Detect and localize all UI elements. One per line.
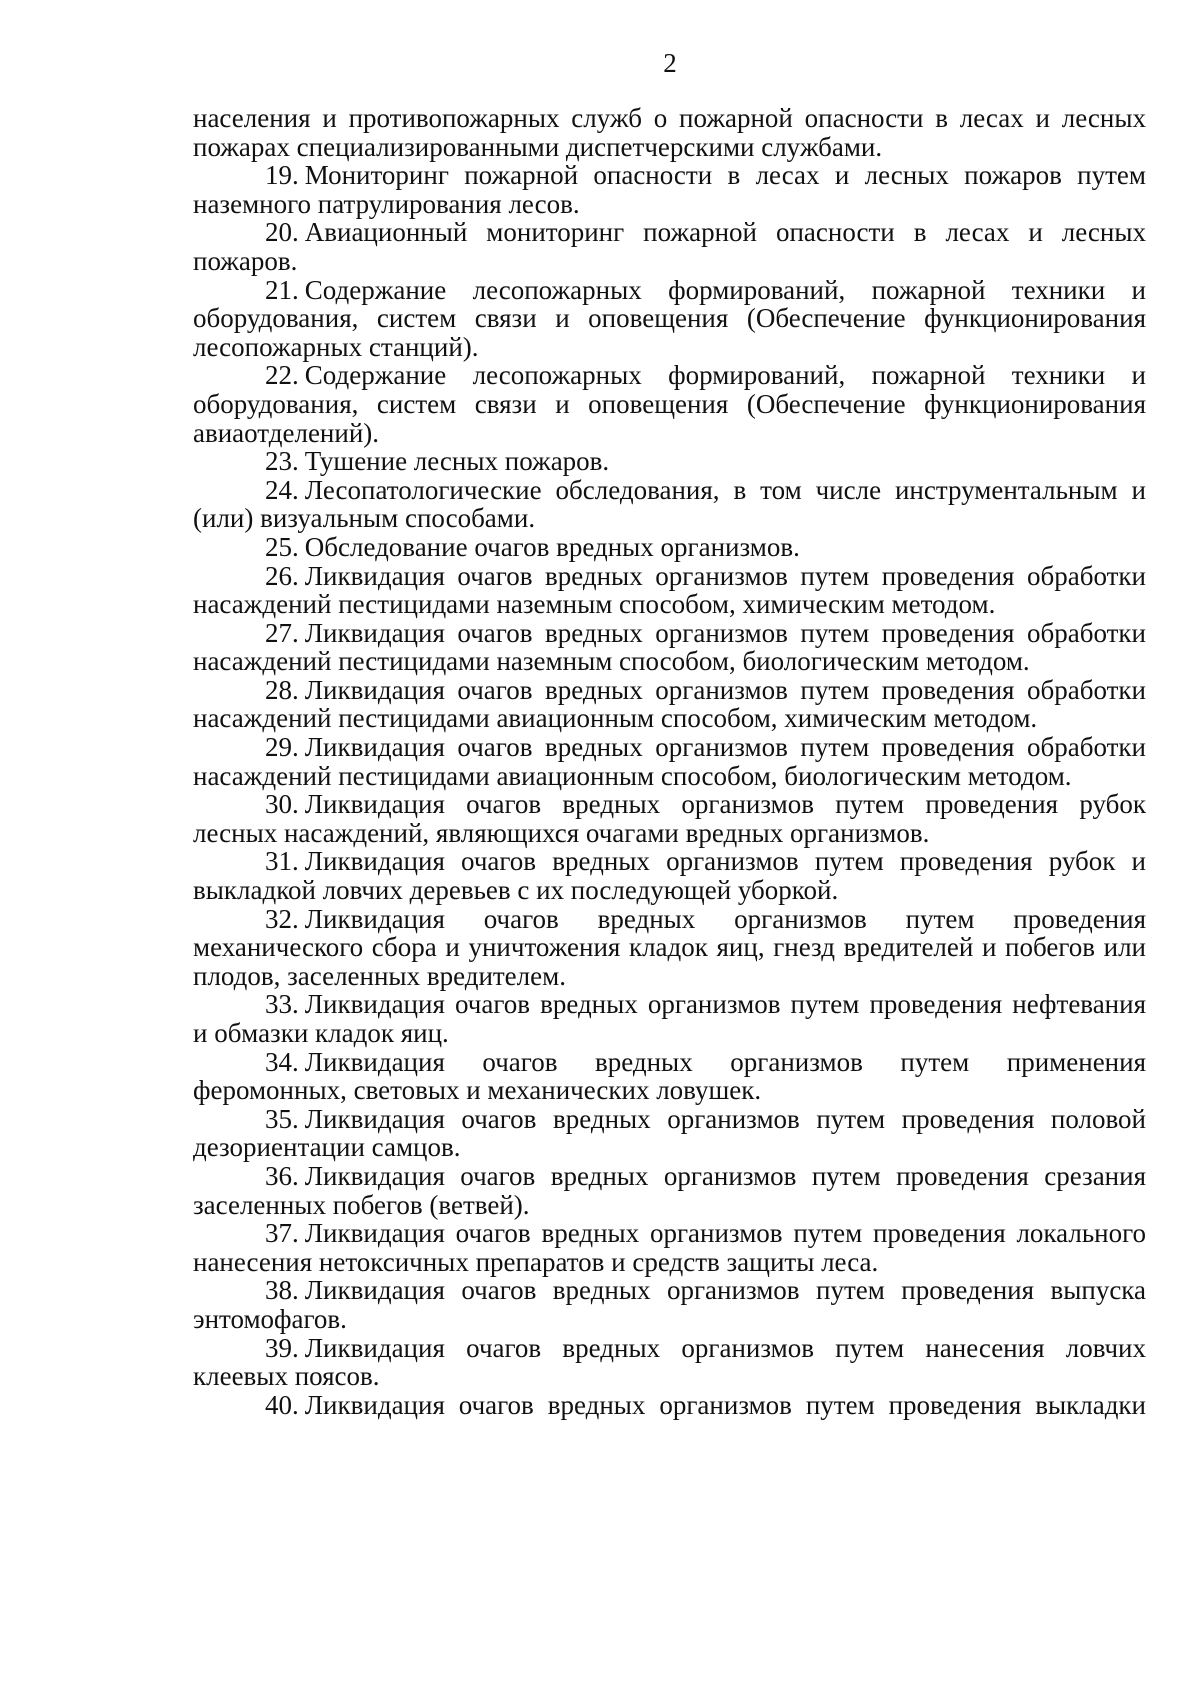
list-item-31 — [193, 847, 1146, 904]
item-number: 21. — [265, 274, 299, 305]
list-item-34 — [193, 1048, 1146, 1105]
item-number: 29. — [265, 732, 299, 763]
item-number: 26. — [265, 560, 299, 591]
item-text: Ликвидация очагов вредных организмов путем проведения обработки насаждений пестицидами авиационным способом, биологическим методом. — [193, 732, 1146, 791]
item-text: Ликвидация очагов вредных организмов путем нанесения ловчих клеевых поясов. — [193, 1332, 1146, 1392]
item-number: 36. — [265, 1160, 299, 1191]
item-text: Ликвидация очагов вредных организмов путем проведения механического сбора и уничтожения кладок яиц, гнезд вредителей и побегов или плодов, заселенных вредителем. — [193, 903, 1146, 991]
item-number: 20. — [265, 217, 299, 248]
page-number: 2 — [663, 48, 677, 78]
item-text: Лесопатологические обследования, в том числе инструментальным и (или) визуальным способами. — [193, 474, 1146, 534]
list-item-22 — [193, 361, 1146, 447]
list-item-26 — [193, 562, 1146, 619]
document-body — [193, 104, 1146, 1419]
item-text: Авиационный мониторинг пожарной опасности в лесах и лесных пожаров. — [193, 217, 1146, 276]
item-number: 33. — [265, 989, 299, 1020]
item-number: 28. — [265, 674, 299, 705]
item-text: Ликвидация очагов вредных организмов путем проведения локального нанесения нетоксичных препаратов и средств защиты леса. — [193, 1218, 1146, 1277]
item-number: 24. — [265, 474, 299, 505]
item-number: 37. — [265, 1218, 299, 1249]
list-item-37 — [193, 1219, 1146, 1276]
list-item-20 — [193, 218, 1146, 275]
list-item-29 — [193, 733, 1146, 790]
item-number: 30. — [265, 789, 299, 820]
item-number: 40. — [265, 1389, 299, 1420]
item-text: Ликвидация очагов вредных организмов путем проведения обработки насаждений пестицидами наземным способом, химическим методом. — [193, 560, 1146, 620]
list-item-32 — [193, 905, 1146, 991]
item-text: Содержание лесопожарных формирований, пожарной техники и оборудования, систем связи и оповещения (Обеспечение функционирования лесопожарных станций). — [193, 274, 1146, 362]
item-number: 22. — [265, 360, 299, 391]
item-text: Содержание лесопожарных формирований, пожарной техники и оборудования, систем связи и оповещения (Обеспечение функционирования авиаотделений). — [193, 360, 1146, 448]
list-item-33 — [193, 990, 1146, 1047]
list-item-39 — [193, 1334, 1146, 1391]
item-number: 31. — [265, 846, 299, 877]
item-text: Тушение лесных пожаров. — [304, 446, 610, 477]
item-number: 35. — [265, 1103, 299, 1134]
list-item-27 — [193, 619, 1146, 676]
item-text: Ликвидация очагов вредных организмов путем проведения выкладки — [304, 1389, 1146, 1420]
list-item-24 — [193, 476, 1146, 533]
item-text: Ликвидация очагов вредных организмов путем проведения обработки насаждений пестицидами наземным способом, биологическим методом. — [193, 617, 1146, 677]
list-item-21 — [193, 276, 1146, 362]
continuation-paragraph: населения и противопожарных служб о пожарной опасности в лесах и лесных пожарах специализированными диспетчерскими службами. — [193, 103, 1146, 162]
list-item-23 — [193, 447, 1146, 476]
list-item-19 — [193, 161, 1146, 218]
list-item-38 — [193, 1276, 1146, 1333]
item-text: Ликвидация очагов вредных организмов путем проведения срезания заселенных побегов (ветвей). — [193, 1160, 1146, 1220]
list-item-36 — [193, 1162, 1146, 1219]
item-text: Ликвидация очагов вредных организмов путем проведения рубок лесных насаждений, являющихся очагами вредных организмов. — [193, 789, 1146, 848]
item-text: Ликвидация очагов вредных организмов путем проведения нефтевания и обмазки кладок яиц. — [193, 989, 1146, 1048]
item-text: Ликвидация очагов вредных организмов путем проведения обработки насаждений пестицидами авиационным способом, химическим методом. — [193, 674, 1146, 734]
list-item-40 — [193, 1391, 1146, 1420]
list-item-30 — [193, 790, 1146, 847]
item-number: 32. — [265, 903, 299, 934]
list-item-28 — [193, 676, 1146, 733]
list-item-25 — [193, 533, 1146, 562]
item-text: Обследование очагов вредных организмов. — [304, 531, 800, 562]
item-number: 34. — [265, 1046, 299, 1077]
item-text: Ликвидация очагов вредных организмов путем проведения половой дезориентации самцов. — [193, 1103, 1146, 1163]
item-number: 39. — [265, 1332, 299, 1363]
item-number: 19. — [265, 160, 299, 191]
item-number: 38. — [265, 1275, 299, 1306]
item-text: Ликвидация очагов вредных организмов путем применения феромонных, световых и механических ловушек. — [193, 1046, 1146, 1106]
list-item-35 — [193, 1105, 1146, 1162]
item-text: Ликвидация очагов вредных организмов путем проведения рубок и выкладкой ловчих деревьев с их последующей уборкой. — [193, 846, 1146, 906]
item-number: 23. — [265, 446, 299, 477]
item-text: Мониторинг пожарной опасности в лесах и лесных пожаров путем наземного патрулирования лесов. — [193, 160, 1146, 219]
item-number: 27. — [265, 617, 299, 648]
item-number: 25. — [265, 531, 299, 562]
item-text: Ликвидация очагов вредных организмов путем проведения выпуска энтомофагов. — [193, 1275, 1146, 1334]
